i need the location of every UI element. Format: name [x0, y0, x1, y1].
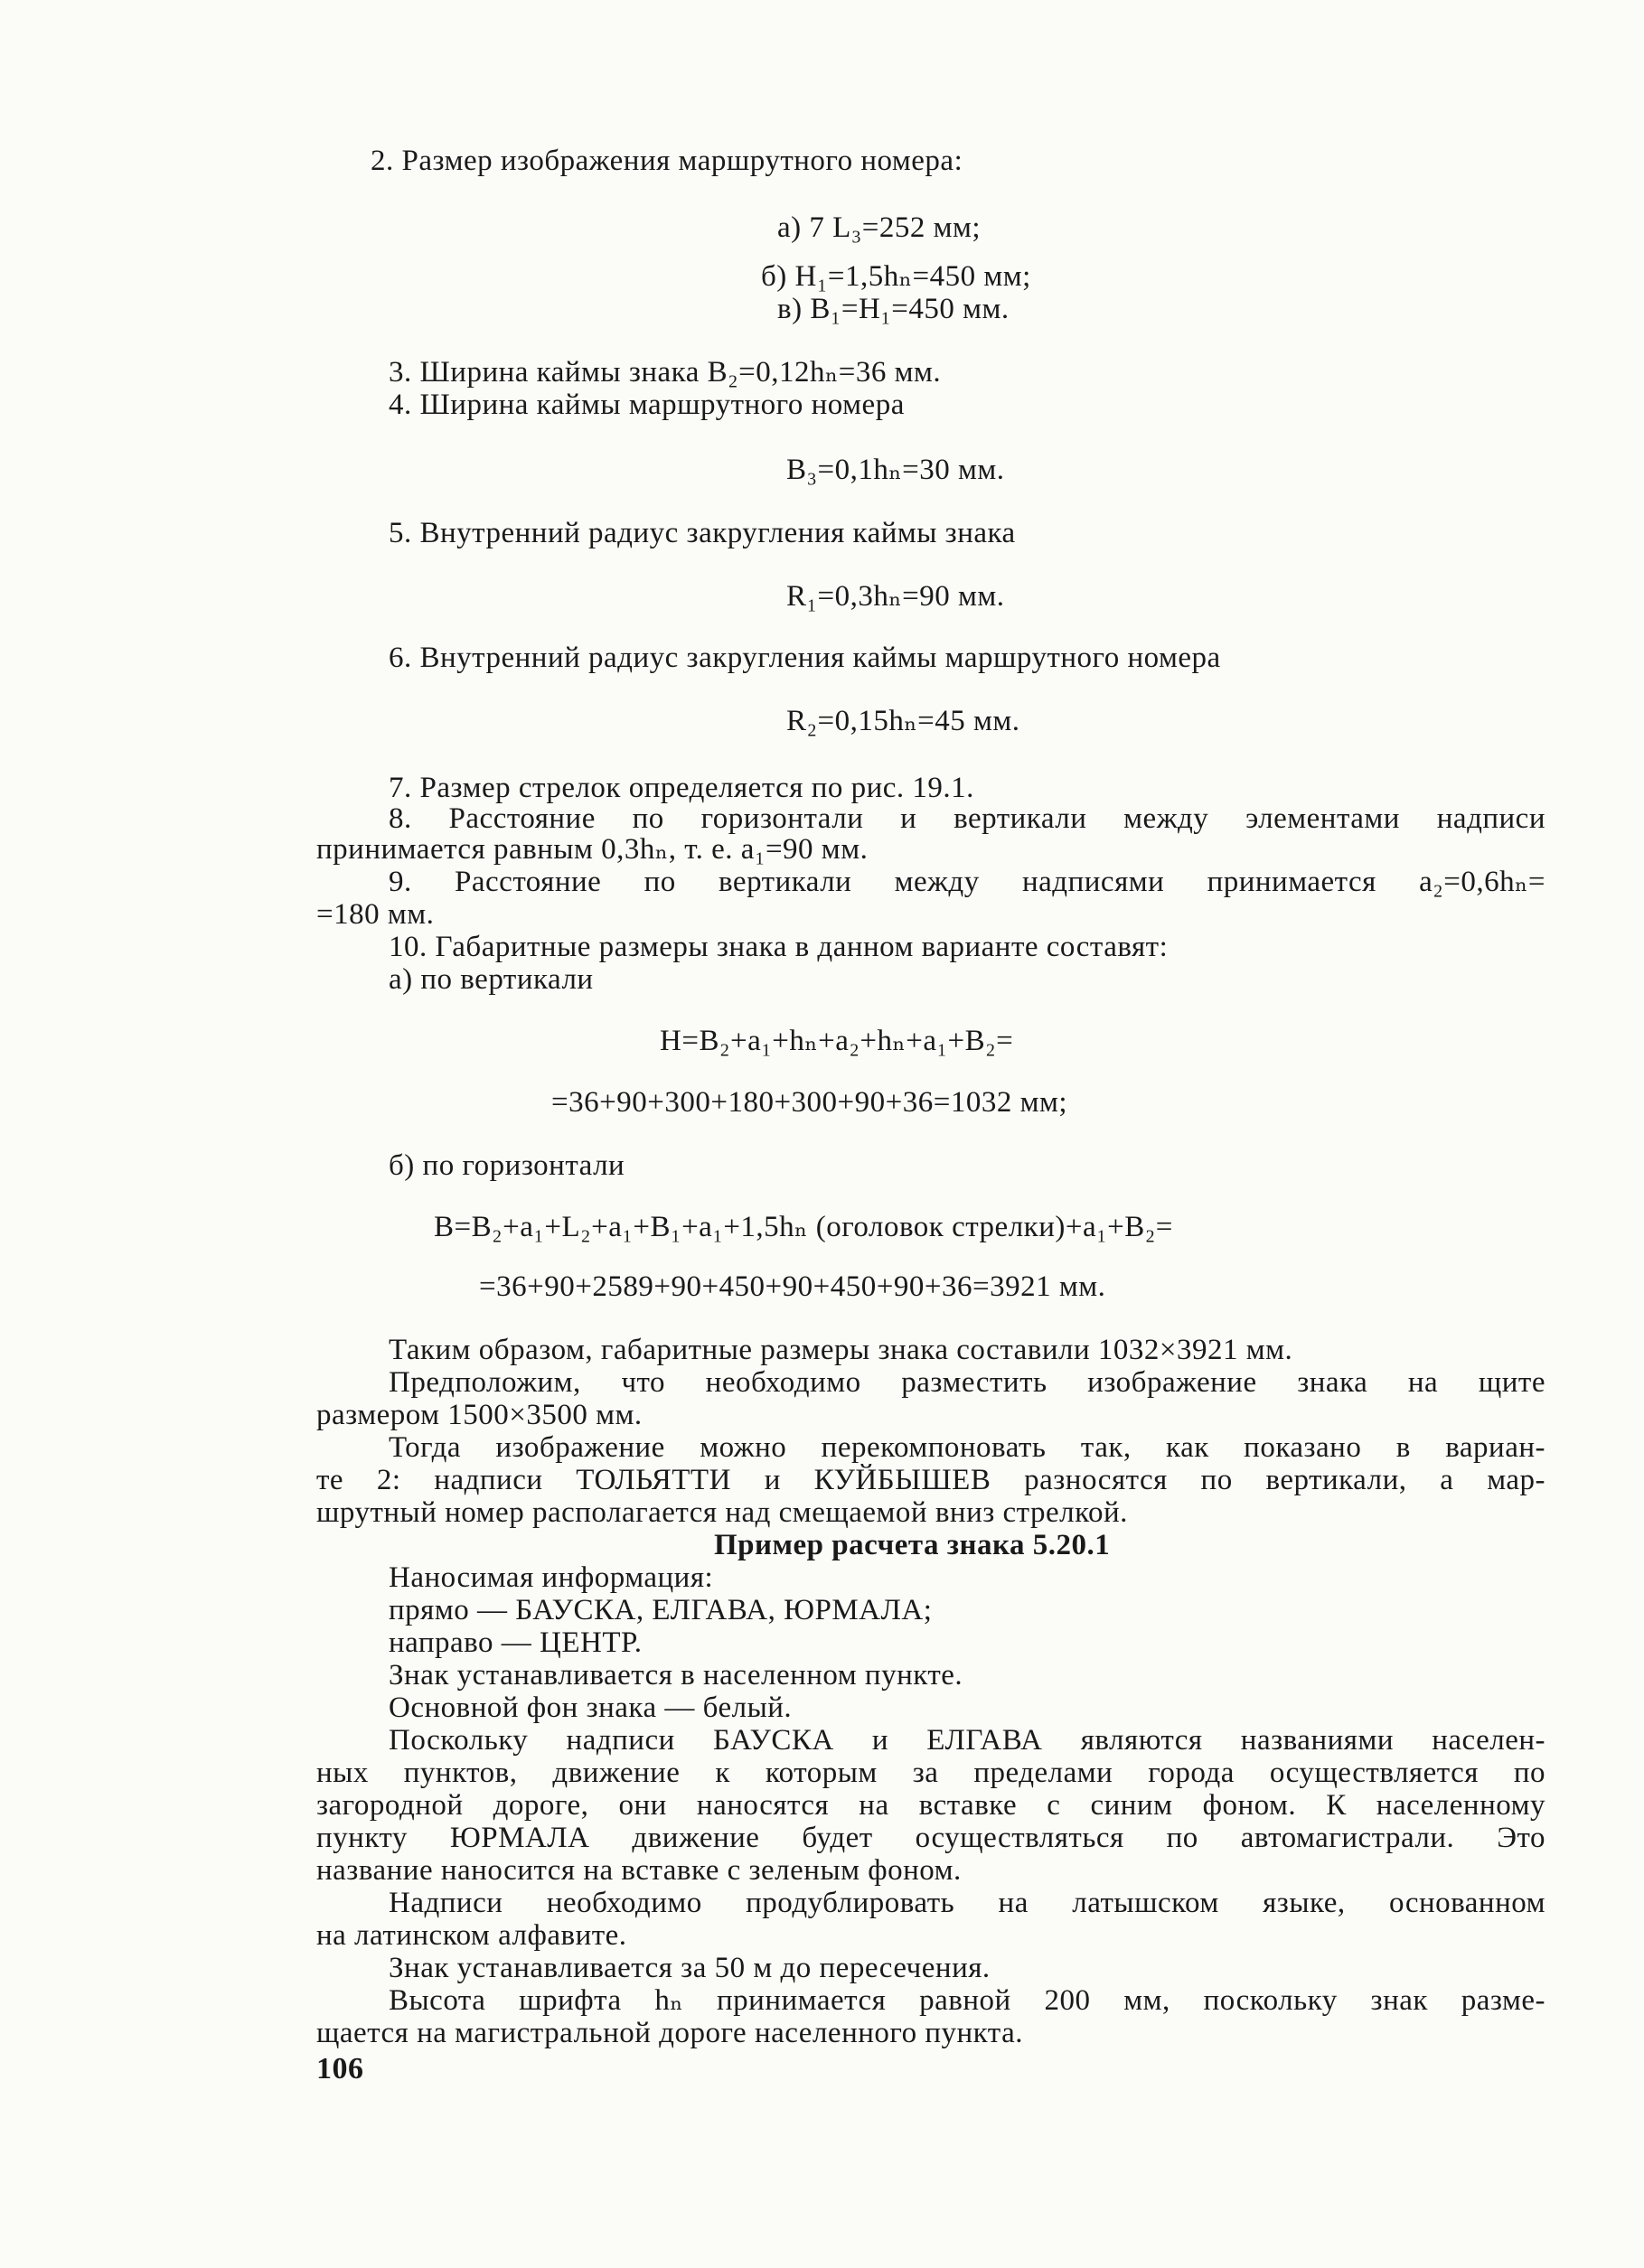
paragraph-9-line2: ных пунктов, движение к которым за пределами города осуществляется по: [316, 1757, 1545, 1789]
paragraph-1: Таким образом, габаритные размеры знака составили 1032×3921 мм.: [389, 1334, 1293, 1366]
paragraph-2-line1: Предположим, что необходимо разместить изображение знака на щите: [389, 1366, 1545, 1399]
paragraph-9-line1: Поскольку надписи БАУСКА и ЕЛГАВА являются названиями населен-: [389, 1724, 1545, 1757]
paragraph-6: направо — ЦЕНТР.: [389, 1626, 643, 1659]
formula-2b: б) H₁=1,5hₙ=450 мм;: [761, 260, 1031, 293]
formula-6: R₂=0,15hₙ=45 мм.: [786, 705, 1020, 737]
formula-2a: а) 7 L₃=252 мм;: [777, 211, 982, 244]
paragraph-9-line5: название наносится на вставке с зеленым фоном.: [316, 1854, 962, 1887]
paragraph-4: Наносимая информация:: [389, 1561, 714, 1594]
item-8-line2: принимается равным 0,3hₙ, т. е. a₁=90 мм.: [316, 833, 869, 866]
paragraph-8: Основной фон знака — белый.: [389, 1692, 793, 1724]
item-10a: а) по вертикали: [389, 963, 594, 996]
paragraph-5: прямо — БАУСКА, ЕЛГАВА, ЮРМАЛА;: [389, 1594, 933, 1626]
item-3: 3. Ширина каймы знака B₂=0,12hₙ=36 мм.: [389, 356, 942, 389]
paragraph-10-line2: на латинском алфавите.: [316, 1919, 627, 1952]
formula-4: B₃=0,1hₙ=30 мм.: [786, 454, 1005, 486]
formula-h-line1: H=B₂+a₁+hₙ+a₂+hₙ+a₁+B₂=: [660, 1025, 1014, 1057]
formula-h-line2: =36+90+300+180+300+90+36=1032 мм;: [551, 1086, 1068, 1119]
paragraph-2-line2: размером 1500×3500 мм.: [316, 1399, 643, 1431]
item-9-line2: =180 мм.: [316, 898, 435, 931]
formula-b-line2: =36+90+2589+90+450+90+450+90+36=3921 мм.: [479, 1270, 1106, 1303]
paragraph-3-line1: Тогда изображение можно перекомпоновать так, как показано в вариан-: [389, 1431, 1545, 1464]
paragraph-3-line2: те 2: надписи ТОЛЬЯТТИ и КУЙБЫШЕВ разносятся по вертикали, а мар-: [316, 1464, 1545, 1496]
paragraph-3-line3: шрутный номер располагается над смещаемой вниз стрелкой.: [316, 1496, 1128, 1529]
item-10: 10. Габаритные размеры знака в данном варианте составят:: [389, 931, 1169, 963]
item-10b: б) по горизонтали: [389, 1149, 625, 1182]
item-4: 4. Ширина каймы маршрутного номера: [389, 389, 905, 421]
item-2-title: 2. Размер изображения маршрутного номера:: [371, 145, 963, 177]
item-9-line1: 9. Расстояние по вертикали между надписями принимается a₂=0,6hₙ=: [389, 866, 1545, 898]
paragraph-9-line3: загородной дороге, они наносятся на вставке с синим фоном. К населенному: [316, 1789, 1545, 1822]
item-5: 5. Внутренний радиус закругления каймы знака: [389, 517, 1016, 549]
paragraph-12-line1: Высота шрифта hₙ принимается равной 200 мм, поскольку знак разме-: [389, 1984, 1545, 2017]
paragraph-12-line2: щается на магистральной дороге населенного пункта.: [316, 2017, 1023, 2049]
page-number: 106: [316, 2052, 364, 2085]
formula-b-line1: B=B₂+a₁+L₂+a₁+B₁+a₁+1,5hₙ (оголовок стрелки)+a₁+B₂=: [434, 1211, 1173, 1243]
item-6: 6. Внутренний радиус закругления каймы маршрутного номера: [389, 642, 1221, 674]
formula-5: R₁=0,3hₙ=90 мм.: [786, 580, 1005, 613]
formula-2c: в) B₁=H₁=450 мм.: [777, 293, 1010, 325]
item-8-line1: 8. Расстояние по горизонтали и вертикали между элементами надписи: [389, 802, 1545, 835]
section-heading: Пример расчета знака 5.20.1: [714, 1529, 1111, 1561]
item-7: 7. Размер стрелок определяется по рис. 19.1.: [389, 772, 974, 804]
paragraph-9-line4: пункту ЮРМАЛА движение будет осуществляться по автомагистрали. Это: [316, 1822, 1545, 1854]
paragraph-10-line1: Надписи необходимо продублировать на латышском языке, основанном: [389, 1887, 1545, 1919]
paragraph-11: Знак устанавливается за 50 м до пересечения.: [389, 1952, 991, 1984]
paragraph-7: Знак устанавливается в населенном пункте.: [389, 1659, 963, 1692]
